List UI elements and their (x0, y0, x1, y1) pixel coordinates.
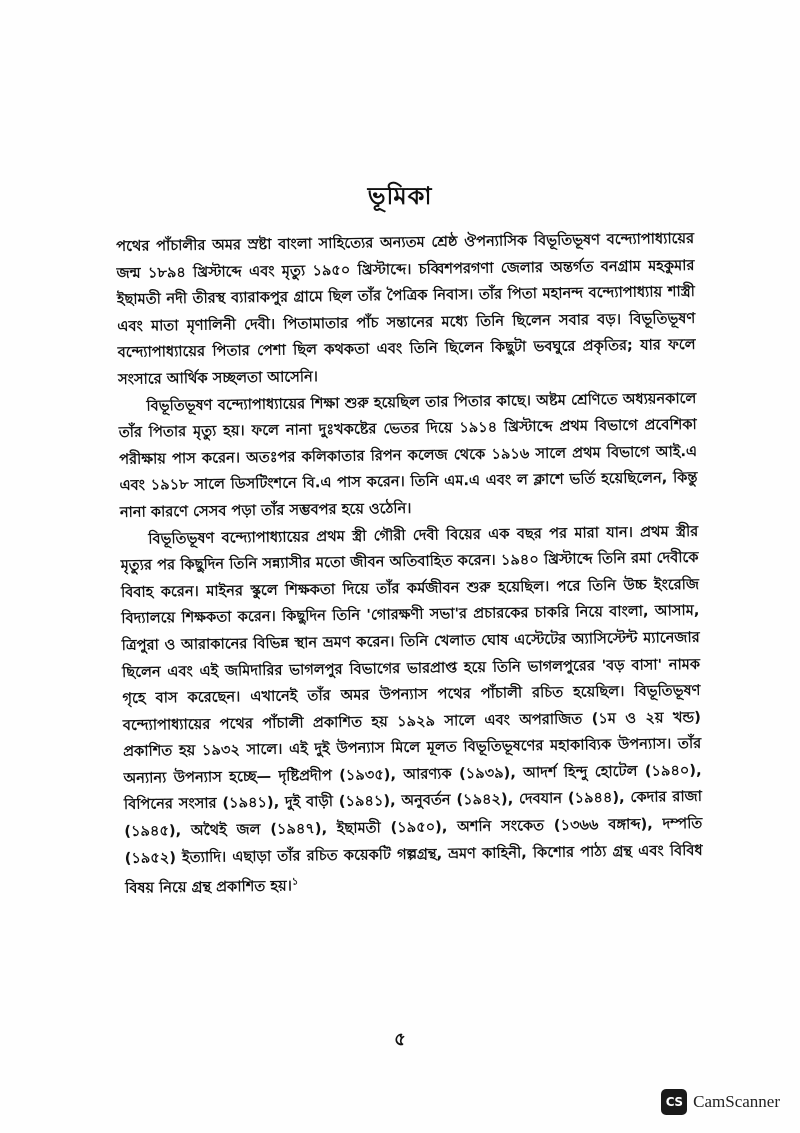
paragraph-2: বিভূতিভূষণ বন্দ্যোপাধ্যায়ের শিক্ষা শুরু হয়েছিল তার পিতার কাছে। অষ্টম শ্রেণিতে অধ্যয়নকালে তাঁর পিতার মৃত্যু হয়। ফলে নানা দুঃখকষ্টের ভেতর দিয়ে ১৯১৪ খ্রিস্টাব্দে প্রথম বিভাগে প্রবেশিকা পরীক্ষায় পাস করেন। অতঃপর কলিকাতার রিপন কলেজ থেকে ১৯১৬ সালে প্রথম বিভাগে আই.এ এবং ১৯১৮ সালে ডিসটিংশনে বি.এ পাস করেন। তিনি এম.এ এবং ল ক্লাশে ভর্তি হয়েছিলেন, কিন্তু নানা কারণে সেসব পড়া তাঁর সম্ভবপর হয়ে ওঠেনি। (118, 389, 698, 521)
body-text (116, 226, 703, 903)
page-number: ৫ (394, 1029, 406, 1050)
paragraph-3 (120, 518, 703, 902)
footnote-marker: ১ (291, 876, 299, 888)
camscanner-logo-icon: CS (661, 1089, 687, 1115)
page-title: ভূমিকা (367, 182, 433, 210)
camscanner-label: CamScanner (693, 1092, 780, 1111)
paragraph-3-text: বিভূতিভূষণ বন্দ্যোপাধ্যায়ের প্রথম স্ত্রী গৌরী দেবী বিয়ের এক বছর পর মারা যান। প্রথম স্ত্রীর মৃত্যুর পর কিছুদিন তিনি সন্ন্যাসীর মতো জীবন অতিবাহিত করেন। ১৯৪০ খ্রিস্টাব্দে তিনি রমা দেবীকে বিবাহ করেন। মাইনর স্কুলে শিক্ষকতা দিয়ে তাঁর কর্মজীবন শুরু হয়েছিল। পরে তিনি উচ্চ ইংরেজি বিদ্যালয়ে শিক্ষকতা করেন। কিছুদিন তিনি 'গোরক্ষণী সভা'র প্রচারকের চাকরি নিয়ে বাংলা, আসাম, ত্রিপুরা ও আরাকানের বিভিন্ন স্থান ভ্রমণ করেন। তিনি খেলাত ঘোষ এস্টেটের অ্যাসিস্টেন্ট ম্যানেজার ছিলেন এবং এই জমিদারির ভাগলপুর বিভাগের ভারপ্রাপ্ত হয়ে তিনি ভাগলপুরের 'বড় বাসা' নামক গৃহে বাস করেছেন। এখানেই তাঁর অমর উপন্যাস পথের পাঁচালী রচিত হয়েছিল। বিভূতিভূষণ বন্দ্যোপাধ্যায়ের পথের পাঁচালী প্রকাশিত হয় ১৯২৯ সালে এবং অপরাজিত (১ম ও ২য় খন্ড) প্রকাশিত হয় ১৯৩২ সালে। এই দুই উপন্যাস মিলে মূলত বিভূতিভূষণের মহাকাব্যিক উপন্যাস। তাঁর অন্যান্য উপন্যাস হচ্ছে— দৃষ্টিপ্রদীপ (১৯৩৫), আরণ্যক (১৯৩৯), আদর্শ হিন্দু হোটেল (১৯৪০), বিপিনের সংসার (১৯৪১), দুই বাড়ী (১৯৪১), অনুবর্তন (১৯৪২), দেবযান (১৯৪৪), কেদার রাজা (১৯৪৫), অথৈই জল (১৯৪৭), ইছামতী (১৯৫০), অশনি সংকেত (১৩৬৬ বঙ্গাব্দ), দম্পতি (১৯৫২) ইত্যাদি। এছাড়া তাঁর রচিত কয়েকটি গল্পগ্রন্থ, ভ্রমণ কাহিনী, কিশোর পাঠ্য গ্রন্থ এবং বিবিধ বিষয় নিয়ে গ্রন্থ প্রকাশিত হয়। (120, 522, 703, 898)
camscanner-watermark (661, 1089, 780, 1115)
paragraph-1: পথের পাঁচালীর অমর স্রষ্টা বাংলা সাহিত্যের অন্যতম শ্রেষ্ঠ ঔপন্যাসিক বিভূতিভূষণ বন্দ্যোপাধ্যায়ের জন্ম ১৮৯৪ খ্রিস্টাব্দে এবং মৃত্যু ১৯৫০ খ্রিস্টাব্দে। চব্বিশপরগণা জেলার অন্তর্গত বনগ্রাম মহকুমার ইছামতী নদী তীরস্থ ব্যারাকপুর গ্রামে ছিল তাঁর পৈত্রিক নিবাস। তাঁর পিতা মহানন্দ বন্দ্যোপাধ্যায় শাস্ত্রী এবং মাতা মৃণালিনী দেবী। পিতামাতার পাঁচ সন্তানের মধ্যে তিনি ছিলেন সবার বড়। বিভূতিভূষণ বন্দ্যোপাধ্যায়ের পিতার পেশা ছিল কথকতা এবং তিনি ছিলেন কিছুটা ভবঘুরে প্রকৃতির; যার ফলে সংসারে আর্থিক সচ্ছলতা আসেনি। (116, 229, 696, 388)
